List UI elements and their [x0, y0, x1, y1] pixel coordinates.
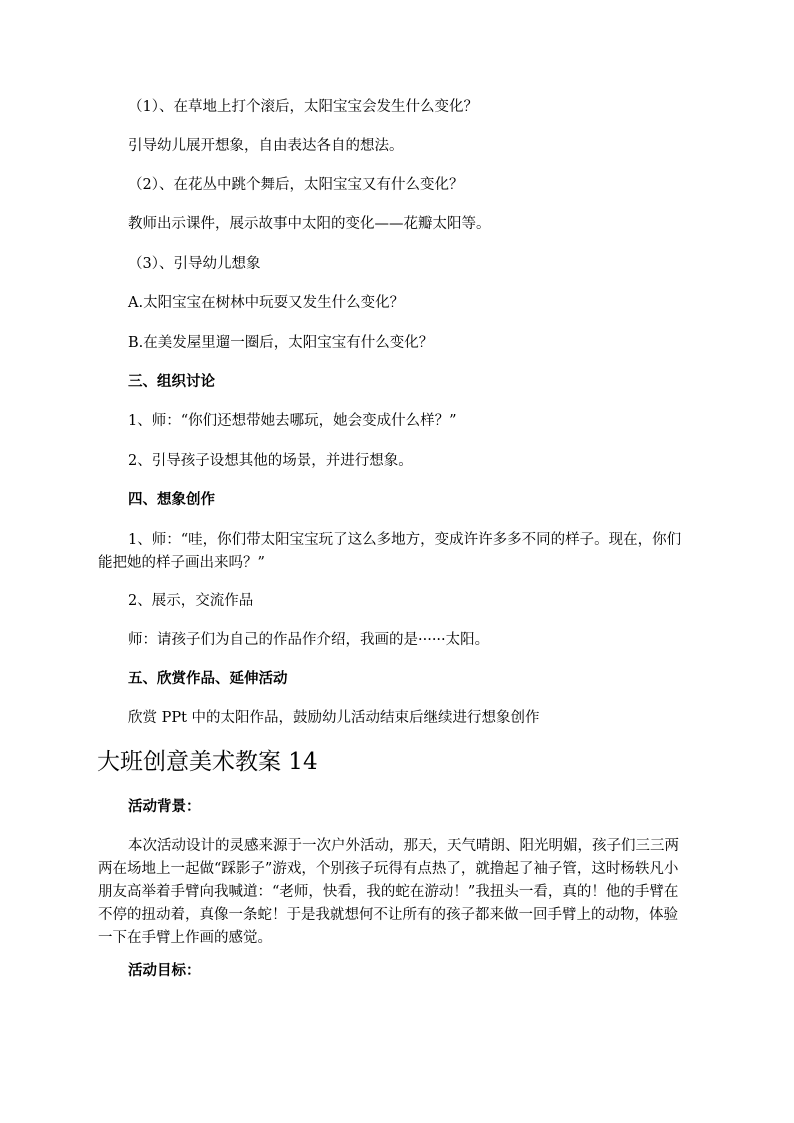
teacher-courseware-text: 教师出示课件，展示故事中太阳的变化——花瓣太阳等。 [128, 216, 491, 232]
section-4-item-3: 师：请孩子们为自己的作品作介绍，我画的是······太阳。 [128, 632, 490, 648]
section-5-heading: 五、欣赏作品、延伸活动 [128, 671, 288, 687]
question-3a: A.太阳宝宝在树林中玩耍又发生什么变化？ [128, 295, 405, 311]
background-text: 本次活动设计的灵感来源于一次户外活动，那天，天气晴朗、阳光明媚，孩子们三三两两在场地上一起做“踩影子”游戏，个别孩子玩得有点热了，就撸起了袖子管，这时杨轶凡小朋友高举着手臂向我喊道：“老师，快看，我的蛇在游动！”我扭头一看，真的！他的手臂在不停的扭动着，真像一条蛇！于是我就想何不让所有的孩子都来做一回手臂上的动物，体验一下在手臂上作画的感觉。 [98, 838, 679, 946]
section-4-item-1: 1、师：“哇，你们带太阳宝宝玩了这么多地方，变成许许多多不同的样子。现在，你们能把她的样子画出来吗？” [98, 532, 682, 571]
section-3-heading: 三、组织讨论 [128, 374, 215, 390]
question-3b: B.在美发屋里遛一圈后，太阳宝宝有什么变化？ [128, 335, 434, 351]
section-3-item-2: 2、引导孩子设想其他的场景，并进行想象。 [128, 453, 413, 469]
page-title: 大班创意美术教案 14 [97, 749, 318, 775]
section-5-item-1: 欣赏 PPt 中的太阳作品，鼓励幼儿活动结束后继续进行想象创作 [128, 710, 540, 726]
section-3-item-1: 1、师：“你们还想带她去哪玩，她会变成什么样？” [128, 413, 457, 429]
question-2: （2）、在花丛中跳个舞后，太阳宝宝又有什么变化？ [128, 177, 464, 193]
section-4-heading: 四、想象创作 [128, 492, 215, 508]
section-4-item-2: 2、展示，交流作品 [128, 593, 254, 609]
goals-heading: 活动目标： [128, 963, 201, 979]
guide-imagination-text: 引导幼儿展开想象，自由表达各自的想法。 [128, 138, 404, 154]
background-heading: 活动背景： [128, 799, 201, 815]
question-3: （3）、引导幼儿想象 [128, 256, 261, 272]
question-1: （1）、在草地上打个滚后，太阳宝宝会发生什么变化？ [128, 99, 478, 115]
